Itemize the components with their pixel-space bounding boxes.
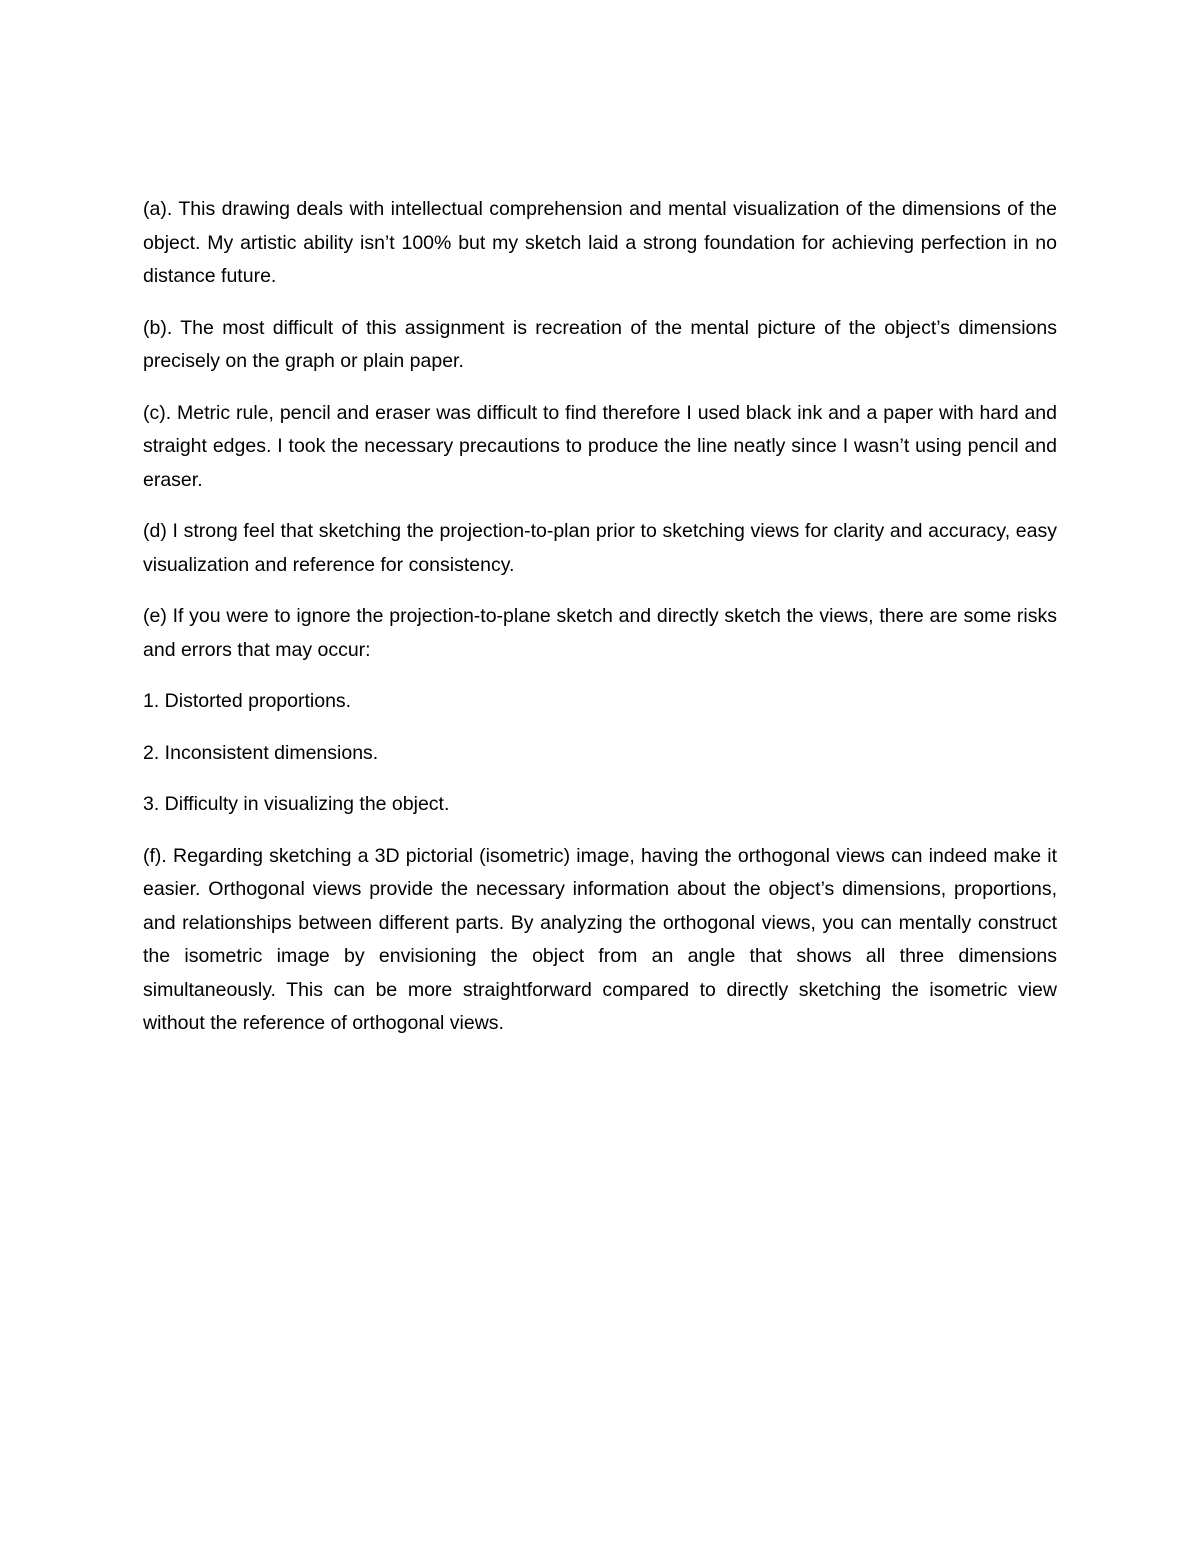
document-body (143, 193, 1057, 1059)
paragraph-c: (c). Metric rule, pencil and eraser was difficult to find therefore I used black ink and a paper with hard and straight edges. I took the necessary precautions to produce the line neatly since I wasn’t using pencil and eraser. (143, 401, 1057, 491)
paragraph-d: (d) I strong feel that sketching the projection-to-plan prior to sketching views for clarity and accuracy, easy visualization and reference for consistency. (143, 520, 1057, 576)
list-item-1: 1. Distorted proportions. (143, 690, 352, 712)
paragraph-e: (e) If you were to ignore the projection-to-plane sketch and directly sketch the views, there are some risks and errors that may occur: (143, 605, 1057, 661)
paragraph-a: (a). This drawing deals with intellectual comprehension and mental visualization of the dimensions of the object. My artistic ability isn’t 100% but my sketch laid a strong foundation for achieving perfection in no distance future. (143, 198, 1057, 287)
list-item-2: 2. Inconsistent dimensions. (143, 741, 379, 764)
paragraph-f: (f). Regarding sketching a 3D pictorial (isometric) image, having the orthogonal views can indeed make it easier. Orthogonal views provide the necessary information about the object’s dimensions, proportions, and relationships between different parts. By analyzing the orthogonal views, you can mentally construct the isometric image by envisioning the object from an angle that shows all three dimensions simultaneously. This can be more straightforward compared to directly sketching the isometric view without the reference of orthogonal views. (143, 844, 1057, 1034)
list-item-3: 3. Difficulty in visualizing the object. (143, 793, 450, 815)
paragraph-b: (b). The most difficult of this assignment is recreation of the mental picture of the object’s dimensions precisely on the graph or plain paper. (143, 316, 1057, 372)
